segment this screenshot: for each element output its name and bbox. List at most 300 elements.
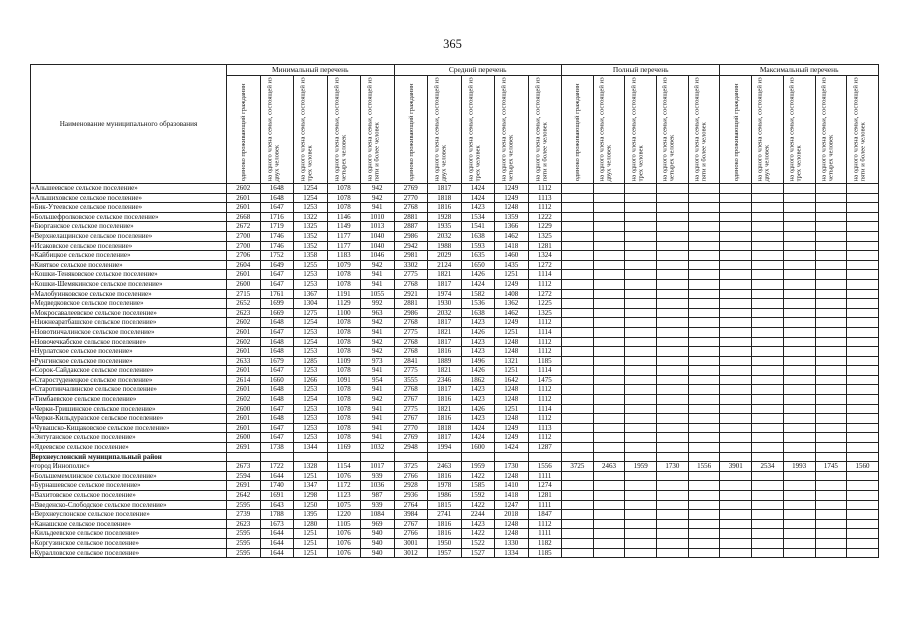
value-cell bbox=[625, 308, 657, 318]
value-cell: 1298 bbox=[294, 491, 328, 501]
value-cell: 941 bbox=[361, 385, 395, 395]
value-cell: 1556 bbox=[528, 462, 562, 472]
value-cell bbox=[847, 395, 879, 405]
value-cell: 1592 bbox=[461, 491, 495, 501]
value-cell: 941 bbox=[361, 327, 395, 337]
municipality-name: «Коргузинское сельское поселение» bbox=[31, 538, 227, 548]
subcolumn-header: на одного члена семьи, состоящей из пяти и более человек bbox=[847, 76, 879, 184]
value-cell bbox=[593, 251, 625, 261]
value-cell bbox=[688, 222, 720, 232]
value-cell bbox=[688, 375, 720, 385]
value-cell bbox=[783, 347, 815, 357]
value-cell: 1821 bbox=[428, 270, 462, 280]
value-cell bbox=[688, 414, 720, 424]
value-cell: 2767 bbox=[394, 414, 428, 424]
value-cell bbox=[720, 270, 752, 280]
value-cell: 1112 bbox=[528, 395, 562, 405]
value-cell: 1253 bbox=[294, 327, 328, 337]
value-cell bbox=[720, 184, 752, 194]
municipality-name: «Большефролковское сельское поселение» bbox=[31, 212, 227, 222]
value-cell: 1426 bbox=[461, 404, 495, 414]
municipality-name: «Ядеевское сельское поселение» bbox=[31, 443, 227, 453]
value-cell: 939 bbox=[361, 471, 395, 481]
value-cell: 1078 bbox=[327, 395, 361, 405]
value-cell bbox=[720, 222, 752, 232]
value-cell bbox=[657, 241, 689, 251]
value-cell: 1254 bbox=[294, 395, 328, 405]
value-cell bbox=[625, 356, 657, 366]
value-cell: 1930 bbox=[428, 299, 462, 309]
value-cell: 1462 bbox=[495, 308, 529, 318]
value-cell: 1788 bbox=[260, 510, 294, 520]
value-cell: 1248 bbox=[495, 337, 529, 347]
value-cell: 1078 bbox=[327, 433, 361, 443]
value-cell bbox=[752, 366, 784, 376]
value-cell: 1324 bbox=[528, 251, 562, 261]
value-cell bbox=[625, 548, 657, 558]
value-cell bbox=[657, 308, 689, 318]
value-cell: 1817 bbox=[428, 184, 462, 194]
table-row bbox=[31, 251, 879, 261]
value-cell: 2767 bbox=[394, 395, 428, 405]
value-cell: 1988 bbox=[428, 241, 462, 251]
value-cell bbox=[593, 318, 625, 328]
value-cell bbox=[783, 260, 815, 270]
value-cell bbox=[593, 538, 625, 548]
value-cell: 1078 bbox=[327, 184, 361, 194]
value-cell bbox=[657, 366, 689, 376]
value-cell: 1036 bbox=[361, 481, 395, 491]
value-cell: 2594 bbox=[227, 471, 261, 481]
value-cell: 1408 bbox=[495, 289, 529, 299]
value-cell: 2601 bbox=[227, 270, 261, 280]
municipality-name: «Кайбицкое сельское поселение» bbox=[31, 251, 227, 261]
value-cell: 2668 bbox=[227, 212, 261, 222]
value-cell: 1253 bbox=[294, 414, 328, 424]
value-cell bbox=[720, 327, 752, 337]
value-cell: 1642 bbox=[495, 375, 529, 385]
value-cell bbox=[562, 318, 594, 328]
value-cell bbox=[720, 404, 752, 414]
value-cell: 2595 bbox=[227, 500, 261, 510]
value-cell bbox=[562, 347, 594, 357]
value-cell bbox=[688, 366, 720, 376]
value-cell: 1078 bbox=[327, 404, 361, 414]
value-cell bbox=[657, 423, 689, 433]
value-cell bbox=[720, 212, 752, 222]
value-cell bbox=[593, 519, 625, 529]
value-cell: 1078 bbox=[327, 337, 361, 347]
value-cell: 1460 bbox=[495, 251, 529, 261]
value-cell bbox=[688, 443, 720, 453]
value-cell: 1816 bbox=[428, 347, 462, 357]
municipality-name: «Введенско-Слободское сельское поселение» bbox=[31, 500, 227, 510]
value-cell bbox=[847, 500, 879, 510]
value-cell bbox=[625, 279, 657, 289]
value-cell bbox=[847, 327, 879, 337]
value-cell: 1109 bbox=[327, 356, 361, 366]
value-cell: 1079 bbox=[327, 260, 361, 270]
value-cell bbox=[562, 279, 594, 289]
value-cell bbox=[562, 538, 594, 548]
value-cell: 1746 bbox=[260, 231, 294, 241]
value-cell bbox=[625, 366, 657, 376]
value-cell: 1422 bbox=[461, 529, 495, 539]
value-cell bbox=[752, 193, 784, 203]
value-cell: 992 bbox=[361, 299, 395, 309]
table-row bbox=[31, 308, 879, 318]
value-cell: 1644 bbox=[260, 471, 294, 481]
value-cell bbox=[562, 443, 594, 453]
value-cell bbox=[688, 548, 720, 558]
value-cell: 1423 bbox=[461, 385, 495, 395]
value-cell bbox=[625, 500, 657, 510]
value-cell bbox=[625, 538, 657, 548]
value-cell: 1281 bbox=[528, 491, 562, 501]
value-cell: 1253 bbox=[294, 404, 328, 414]
value-cell: 2768 bbox=[394, 347, 428, 357]
table-row bbox=[31, 395, 879, 405]
value-cell bbox=[720, 299, 752, 309]
value-cell: 1534 bbox=[461, 212, 495, 222]
value-cell bbox=[625, 327, 657, 337]
table-row bbox=[31, 404, 879, 414]
value-cell: 2673 bbox=[227, 462, 261, 472]
value-cell bbox=[657, 452, 689, 462]
value-cell bbox=[593, 491, 625, 501]
value-cell: 1426 bbox=[461, 327, 495, 337]
value-cell bbox=[657, 491, 689, 501]
value-cell bbox=[815, 366, 847, 376]
value-cell bbox=[752, 510, 784, 520]
value-cell: 2739 bbox=[227, 510, 261, 520]
value-cell: 1522 bbox=[461, 538, 495, 548]
value-cell bbox=[562, 471, 594, 481]
value-cell: 1935 bbox=[428, 222, 462, 232]
value-cell bbox=[783, 337, 815, 347]
value-cell bbox=[625, 414, 657, 424]
value-cell: 1862 bbox=[461, 375, 495, 385]
value-cell: 2881 bbox=[394, 212, 428, 222]
value-cell bbox=[593, 184, 625, 194]
value-cell: 2768 bbox=[394, 337, 428, 347]
value-cell: 2887 bbox=[394, 222, 428, 232]
value-cell: 2775 bbox=[394, 366, 428, 376]
municipality-name: «Сорок-Сайдакское сельское поселение» bbox=[31, 366, 227, 376]
value-cell bbox=[625, 529, 657, 539]
value-cell: 1556 bbox=[688, 462, 720, 472]
value-cell: 1669 bbox=[260, 308, 294, 318]
value-cell: 1424 bbox=[461, 193, 495, 203]
value-cell bbox=[752, 375, 784, 385]
value-cell: 2928 bbox=[394, 481, 428, 491]
municipality-name: «Кияткое сельское поселение» bbox=[31, 260, 227, 270]
value-cell: 2770 bbox=[394, 193, 428, 203]
value-cell bbox=[688, 270, 720, 280]
value-cell: 1435 bbox=[495, 260, 529, 270]
value-cell: 1229 bbox=[528, 222, 562, 232]
value-cell bbox=[847, 491, 879, 501]
value-cell: 1647 bbox=[260, 279, 294, 289]
value-cell: 1359 bbox=[495, 212, 529, 222]
value-cell: 1367 bbox=[294, 289, 328, 299]
value-cell bbox=[720, 260, 752, 270]
value-cell bbox=[815, 356, 847, 366]
value-cell: 2601 bbox=[227, 423, 261, 433]
value-cell bbox=[593, 481, 625, 491]
value-cell: 940 bbox=[361, 538, 395, 548]
value-cell: 1635 bbox=[461, 251, 495, 261]
value-cell: 2841 bbox=[394, 356, 428, 366]
value-cell: 1251 bbox=[495, 404, 529, 414]
value-cell bbox=[815, 184, 847, 194]
value-cell bbox=[625, 519, 657, 529]
municipality-name: «Чувашско-Кищаковское сельское поселение» bbox=[31, 423, 227, 433]
value-cell bbox=[562, 308, 594, 318]
value-cell bbox=[625, 443, 657, 453]
value-cell: 1078 bbox=[327, 327, 361, 337]
value-cell bbox=[593, 241, 625, 251]
value-cell: 1112 bbox=[528, 184, 562, 194]
value-cell bbox=[562, 395, 594, 405]
value-cell bbox=[815, 231, 847, 241]
value-cell bbox=[815, 452, 847, 462]
value-cell bbox=[688, 279, 720, 289]
value-cell bbox=[657, 289, 689, 299]
value-cell bbox=[720, 471, 752, 481]
value-cell: 1648 bbox=[260, 337, 294, 347]
value-cell: 1815 bbox=[428, 500, 462, 510]
value-cell bbox=[625, 212, 657, 222]
subcolumn-header: на одного члена семьи, состоящей из четырех человек bbox=[815, 76, 847, 184]
value-cell bbox=[562, 510, 594, 520]
value-cell bbox=[593, 279, 625, 289]
value-cell bbox=[847, 231, 879, 241]
subcolumn-header: на одного члена семьи, состоящей из двух человек bbox=[752, 76, 784, 184]
value-cell bbox=[294, 452, 328, 462]
value-cell bbox=[688, 356, 720, 366]
value-cell bbox=[657, 184, 689, 194]
value-cell: 2614 bbox=[227, 375, 261, 385]
municipality-name: «Черки-Кильдуразское сельское поселение» bbox=[31, 414, 227, 424]
value-cell bbox=[783, 251, 815, 261]
value-cell bbox=[783, 538, 815, 548]
value-cell bbox=[752, 395, 784, 405]
subcolumn-header: на одного члена семьи, состоящей из четырех человек bbox=[657, 76, 689, 184]
value-cell bbox=[847, 308, 879, 318]
value-cell bbox=[847, 279, 879, 289]
table-row bbox=[31, 241, 879, 251]
value-cell: 1177 bbox=[327, 231, 361, 241]
value-cell: 1647 bbox=[260, 433, 294, 443]
value-cell bbox=[562, 222, 594, 232]
value-cell bbox=[657, 471, 689, 481]
value-cell: 1582 bbox=[461, 289, 495, 299]
value-cell: 1647 bbox=[260, 404, 294, 414]
municipality-name: «Медведковское сельское поселение» bbox=[31, 299, 227, 309]
value-cell: 1112 bbox=[528, 203, 562, 213]
value-cell: 2346 bbox=[428, 375, 462, 385]
value-cell: 1650 bbox=[461, 260, 495, 270]
value-cell: 969 bbox=[361, 519, 395, 529]
value-cell bbox=[783, 414, 815, 424]
value-cell bbox=[625, 423, 657, 433]
value-cell: 1974 bbox=[428, 289, 462, 299]
value-cell: 1817 bbox=[428, 337, 462, 347]
value-cell: 1821 bbox=[428, 366, 462, 376]
value-cell: 1254 bbox=[294, 193, 328, 203]
value-cell bbox=[783, 299, 815, 309]
value-cell: 2604 bbox=[227, 260, 261, 270]
value-cell bbox=[593, 260, 625, 270]
value-cell: 1105 bbox=[327, 519, 361, 529]
value-cell bbox=[657, 385, 689, 395]
value-cell bbox=[688, 193, 720, 203]
value-cell: 2769 bbox=[394, 184, 428, 194]
value-cell bbox=[593, 308, 625, 318]
value-cell bbox=[847, 375, 879, 385]
value-cell: 2602 bbox=[227, 184, 261, 194]
value-cell: 1114 bbox=[528, 404, 562, 414]
municipality-name: «Нурлатское сельское поселение» bbox=[31, 347, 227, 357]
value-cell: 1281 bbox=[528, 241, 562, 251]
value-cell: 1182 bbox=[528, 538, 562, 548]
value-cell: 1816 bbox=[428, 471, 462, 481]
value-cell bbox=[562, 529, 594, 539]
value-cell: 1647 bbox=[260, 270, 294, 280]
value-cell bbox=[657, 299, 689, 309]
value-cell bbox=[847, 414, 879, 424]
value-cell: 1040 bbox=[361, 231, 395, 241]
value-cell: 1426 bbox=[461, 270, 495, 280]
value-cell: 1424 bbox=[461, 279, 495, 289]
value-cell bbox=[815, 308, 847, 318]
value-cell bbox=[720, 452, 752, 462]
value-cell: 2766 bbox=[394, 471, 428, 481]
value-cell bbox=[625, 270, 657, 280]
value-cell bbox=[428, 452, 462, 462]
value-cell bbox=[227, 452, 261, 462]
value-cell bbox=[783, 193, 815, 203]
subcolumn-header: на одного члена семьи, состоящей из двух человек bbox=[260, 76, 294, 184]
value-cell: 1475 bbox=[528, 375, 562, 385]
value-cell bbox=[752, 385, 784, 395]
value-cell: 1424 bbox=[461, 433, 495, 443]
value-cell bbox=[815, 548, 847, 558]
value-cell bbox=[752, 184, 784, 194]
value-cell bbox=[657, 375, 689, 385]
value-cell: 1253 bbox=[294, 366, 328, 376]
value-cell bbox=[752, 337, 784, 347]
value-cell bbox=[847, 529, 879, 539]
value-cell: 1253 bbox=[294, 423, 328, 433]
value-cell: 1280 bbox=[294, 519, 328, 529]
value-cell: 1013 bbox=[361, 222, 395, 232]
value-cell bbox=[720, 385, 752, 395]
value-cell bbox=[593, 299, 625, 309]
value-cell: 1847 bbox=[528, 510, 562, 520]
value-cell: 1818 bbox=[428, 423, 462, 433]
value-cell bbox=[625, 452, 657, 462]
value-cell bbox=[657, 433, 689, 443]
value-cell: 1169 bbox=[327, 443, 361, 453]
value-cell: 1395 bbox=[294, 510, 328, 520]
municipality-name: «Альшеевское сельское поселение» bbox=[31, 184, 227, 194]
value-cell: 1248 bbox=[495, 203, 529, 213]
value-cell: 1816 bbox=[428, 519, 462, 529]
value-cell bbox=[847, 347, 879, 357]
value-cell bbox=[562, 260, 594, 270]
value-cell: 1322 bbox=[294, 212, 328, 222]
table-row bbox=[31, 529, 879, 539]
value-cell: 1722 bbox=[260, 462, 294, 472]
value-cell: 1285 bbox=[294, 356, 328, 366]
value-cell bbox=[720, 433, 752, 443]
value-cell bbox=[625, 404, 657, 414]
value-cell: 2595 bbox=[227, 548, 261, 558]
value-cell bbox=[688, 251, 720, 261]
value-cell: 1818 bbox=[428, 193, 462, 203]
table-row bbox=[31, 519, 879, 529]
value-cell: 3012 bbox=[394, 548, 428, 558]
value-cell: 1253 bbox=[294, 203, 328, 213]
value-cell: 1321 bbox=[495, 356, 529, 366]
value-cell bbox=[593, 510, 625, 520]
subcolumn-header: на одного члена семьи, состоящей из пяти и более человек bbox=[688, 76, 720, 184]
value-cell bbox=[562, 366, 594, 376]
value-cell: 1821 bbox=[428, 404, 462, 414]
value-cell: 1251 bbox=[294, 548, 328, 558]
value-cell bbox=[783, 231, 815, 241]
value-cell: 2032 bbox=[428, 308, 462, 318]
subcolumn-header: на одного члена семьи, состоящей из пяти и более человек bbox=[361, 76, 395, 184]
value-cell bbox=[815, 193, 847, 203]
value-cell: 1730 bbox=[657, 462, 689, 472]
value-cell bbox=[593, 366, 625, 376]
value-cell bbox=[688, 347, 720, 357]
value-cell bbox=[815, 491, 847, 501]
value-cell bbox=[783, 395, 815, 405]
value-cell: 1647 bbox=[260, 327, 294, 337]
table-row bbox=[31, 414, 879, 424]
table-row bbox=[31, 510, 879, 520]
table-row bbox=[31, 375, 879, 385]
value-cell bbox=[720, 510, 752, 520]
value-cell: 1496 bbox=[461, 356, 495, 366]
value-cell: 1738 bbox=[260, 443, 294, 453]
value-cell: 2623 bbox=[227, 308, 261, 318]
value-cell: 1648 bbox=[260, 347, 294, 357]
value-cell bbox=[688, 423, 720, 433]
value-cell bbox=[847, 289, 879, 299]
value-cell bbox=[562, 414, 594, 424]
value-cell: 1716 bbox=[260, 212, 294, 222]
value-cell bbox=[688, 471, 720, 481]
value-cell bbox=[562, 452, 594, 462]
value-cell bbox=[688, 212, 720, 222]
value-cell: 1078 bbox=[327, 193, 361, 203]
value-cell bbox=[562, 481, 594, 491]
table-row bbox=[31, 222, 879, 232]
value-cell: 2602 bbox=[227, 318, 261, 328]
value-cell: 1154 bbox=[327, 462, 361, 472]
value-cell bbox=[752, 308, 784, 318]
table-row bbox=[31, 471, 879, 481]
value-cell: 1986 bbox=[428, 491, 462, 501]
value-cell bbox=[783, 471, 815, 481]
value-cell: 1111 bbox=[528, 471, 562, 481]
value-cell bbox=[327, 452, 361, 462]
